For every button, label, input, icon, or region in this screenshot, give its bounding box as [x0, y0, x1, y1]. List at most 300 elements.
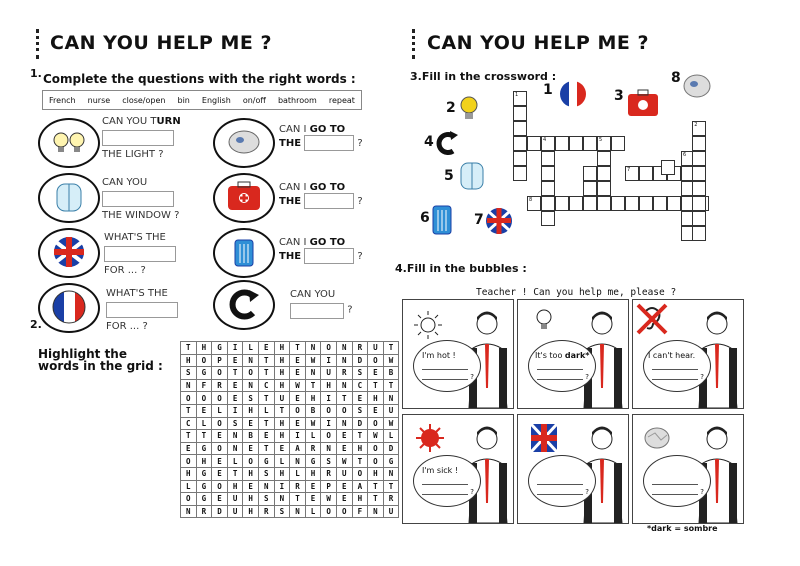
crossword-cell[interactable]: [692, 166, 706, 181]
grid-letter[interactable]: R: [383, 493, 399, 506]
grid-letter[interactable]: B: [243, 430, 259, 443]
grid-letter[interactable]: L: [305, 505, 321, 518]
crossword-cell[interactable]: [583, 181, 597, 196]
grid-letter[interactable]: E: [258, 342, 274, 355]
grid-letter[interactable]: E: [227, 392, 243, 405]
grid-letter[interactable]: N: [274, 493, 290, 506]
crossword-cell[interactable]: [513, 151, 527, 166]
bubble-text: I'm sick !: [422, 466, 459, 475]
repeat-icon: [433, 130, 463, 158]
grid-letter[interactable]: F: [352, 505, 368, 518]
grid-letter[interactable]: G: [196, 480, 212, 493]
grid-letter[interactable]: E: [336, 430, 352, 443]
speech-bubble[interactable]: [528, 340, 596, 392]
grid-letter[interactable]: O: [336, 404, 352, 417]
crossword-cell[interactable]: [597, 136, 611, 151]
grid-letter[interactable]: U: [321, 367, 337, 380]
grid-letter[interactable]: S: [274, 505, 290, 518]
grid-letter[interactable]: T: [274, 404, 290, 417]
grid-letter[interactable]: W: [305, 354, 321, 367]
grid-letter[interactable]: I: [290, 430, 306, 443]
lightbulb-icon: [459, 94, 483, 124]
grid-letter[interactable]: D: [212, 505, 228, 518]
grid-letter[interactable]: O: [181, 455, 197, 468]
crossword-cell[interactable]: [692, 181, 706, 196]
grid-letter[interactable]: H: [368, 467, 384, 480]
crossword-cell[interactable]: [513, 121, 527, 136]
grid-letter[interactable]: O: [196, 392, 212, 405]
grid-letter[interactable]: N: [227, 442, 243, 455]
uk-flag-icon: [530, 423, 558, 453]
grid-letter[interactable]: H: [274, 354, 290, 367]
crossword-cell[interactable]: [583, 166, 597, 181]
clue-number: 2: [446, 100, 456, 116]
grid-letter[interactable]: H: [243, 505, 259, 518]
clue-number: 1: [543, 82, 553, 98]
grid-letter[interactable]: L: [227, 455, 243, 468]
answer-field[interactable]: [102, 191, 174, 207]
grid-letter[interactable]: P: [212, 354, 228, 367]
grid-letter[interactable]: H: [305, 392, 321, 405]
crossword-cell[interactable]: [639, 166, 653, 181]
grid-letter[interactable]: T: [383, 379, 399, 392]
word-bank-item: close/open: [122, 95, 166, 105]
grid-letter[interactable]: T: [227, 367, 243, 380]
grid-letter[interactable]: O: [352, 467, 368, 480]
grid-letter[interactable]: W: [383, 354, 399, 367]
grid-letter[interactable]: H: [196, 455, 212, 468]
page-title-right: CAN YOU HELP ME ?: [427, 32, 649, 54]
grid-letter[interactable]: T: [258, 417, 274, 430]
grid-letter[interactable]: N: [290, 505, 306, 518]
crossword-cell[interactable]: [569, 196, 583, 211]
grid-letter[interactable]: N: [305, 367, 321, 380]
exercise-3-instruction: [410, 70, 556, 83]
answer-field[interactable]: [290, 303, 344, 319]
grid-letter[interactable]: T: [290, 342, 306, 355]
grid-letter[interactable]: H: [368, 392, 384, 405]
crossword-cell[interactable]: [692, 151, 706, 166]
grid-letter[interactable]: T: [368, 379, 384, 392]
grid-letter[interactable]: S: [243, 392, 259, 405]
grid-letter[interactable]: N: [243, 379, 259, 392]
crossword-cell[interactable]: [541, 181, 555, 196]
grid-letter[interactable]: I: [227, 342, 243, 355]
speech-bubble[interactable]: [413, 340, 481, 392]
grid-letter[interactable]: W: [290, 379, 306, 392]
grid-letter[interactable]: O: [368, 455, 384, 468]
grid-row: [181, 493, 399, 506]
grid-letter[interactable]: U: [336, 467, 352, 480]
grid-letter[interactable]: U: [383, 505, 399, 518]
grid-letter[interactable]: T: [227, 467, 243, 480]
grid-letter[interactable]: N: [383, 392, 399, 405]
bin-bubble: [213, 228, 275, 278]
grid-letter[interactable]: O: [212, 367, 228, 380]
grid-letter[interactable]: H: [274, 417, 290, 430]
grid-letter[interactable]: E: [243, 480, 259, 493]
question-bold-text: THE: [279, 138, 302, 149]
grid-letter[interactable]: E: [274, 442, 290, 455]
grid-letter[interactable]: T: [258, 392, 274, 405]
crossword-clue-number: 6: [683, 152, 687, 158]
answer-field[interactable]: [102, 130, 174, 146]
crossword-cell[interactable]: [513, 106, 527, 121]
crossword-cell[interactable]: [597, 196, 611, 211]
grid-letter[interactable]: W: [321, 493, 337, 506]
grid-letter[interactable]: T: [352, 430, 368, 443]
grid-letter[interactable]: L: [383, 430, 399, 443]
grid-letter[interactable]: I: [274, 480, 290, 493]
crossword-cell[interactable]: [583, 196, 597, 211]
grid-letter[interactable]: E: [212, 493, 228, 506]
grid-letter[interactable]: E: [212, 467, 228, 480]
question-8: [290, 289, 370, 319]
grid-letter[interactable]: S: [352, 404, 368, 417]
grid-letter[interactable]: O: [212, 392, 228, 405]
grid-letter[interactable]: D: [352, 417, 368, 430]
speech-bubble[interactable]: [643, 455, 711, 507]
grid-letter[interactable]: T: [181, 430, 197, 443]
grid-letter[interactable]: G: [212, 342, 228, 355]
grid-letter[interactable]: H: [274, 430, 290, 443]
grid-letter[interactable]: E: [196, 404, 212, 417]
grid-letter[interactable]: N: [383, 467, 399, 480]
grid-letter[interactable]: H: [274, 367, 290, 380]
crossword-cell[interactable]: [692, 136, 706, 151]
grid-letter[interactable]: T: [196, 430, 212, 443]
grid-letter[interactable]: W: [305, 417, 321, 430]
grid-letter[interactable]: A: [352, 480, 368, 493]
grid-letter[interactable]: N: [336, 354, 352, 367]
grid-letter[interactable]: N: [258, 480, 274, 493]
grid-letter[interactable]: O: [290, 404, 306, 417]
grid-letter[interactable]: U: [227, 505, 243, 518]
grid-letter[interactable]: O: [336, 505, 352, 518]
crossword-cell[interactable]: [555, 196, 569, 211]
grid-letter[interactable]: F: [196, 379, 212, 392]
speech-bubble[interactable]: [413, 455, 481, 507]
clue-number: 5: [444, 168, 454, 184]
grid-letter[interactable]: H: [352, 442, 368, 455]
grid-letter[interactable]: E: [336, 493, 352, 506]
question-bold-text: THE: [279, 196, 302, 207]
grid-letter[interactable]: I: [321, 417, 337, 430]
grid-letter[interactable]: E: [243, 442, 259, 455]
question-7: [279, 237, 369, 264]
crossword-cell[interactable]: [541, 166, 555, 181]
grid-letter[interactable]: E: [290, 417, 306, 430]
crossword-cell[interactable]: [527, 136, 541, 151]
crossword-cell[interactable]: [611, 196, 625, 211]
grid-letter[interactable]: O: [321, 342, 337, 355]
grid-letter[interactable]: L: [181, 480, 197, 493]
grid-letter[interactable]: S: [321, 455, 337, 468]
grid-letter[interactable]: T: [305, 379, 321, 392]
question-bold-text: GO TO: [309, 182, 346, 193]
grid-letter[interactable]: L: [196, 417, 212, 430]
crossword-cell[interactable]: [625, 196, 639, 211]
grid-letter[interactable]: G: [383, 455, 399, 468]
grid-letter[interactable]: R: [305, 442, 321, 455]
grid-letter[interactable]: H: [274, 379, 290, 392]
grid-letter[interactable]: T: [258, 354, 274, 367]
grid-letter[interactable]: O: [321, 505, 337, 518]
grid-letter[interactable]: A: [290, 442, 306, 455]
crossword-cell[interactable]: [513, 136, 527, 151]
grid-letter[interactable]: N: [243, 354, 259, 367]
crossword-cell[interactable]: [541, 211, 555, 226]
grid-letter[interactable]: H: [227, 480, 243, 493]
grid-letter[interactable]: G: [196, 442, 212, 455]
grid-letter[interactable]: N: [321, 442, 337, 455]
grid-letter[interactable]: D: [352, 354, 368, 367]
grid-letter[interactable]: H: [181, 354, 197, 367]
title-divider: [412, 29, 418, 59]
crossword-cell[interactable]: [583, 136, 597, 151]
grid-letter[interactable]: T: [383, 342, 399, 355]
grid-letter[interactable]: O: [181, 392, 197, 405]
answer-field[interactable]: [104, 246, 176, 262]
comic-panel: [517, 299, 629, 409]
grid-letter[interactable]: O: [368, 354, 384, 367]
grid-letter[interactable]: E: [212, 455, 228, 468]
grid-letter[interactable]: N: [336, 379, 352, 392]
comic-panel: [402, 414, 514, 524]
grid-letter[interactable]: G: [196, 467, 212, 480]
grid-letter[interactable]: R: [352, 342, 368, 355]
grid-letter[interactable]: T: [383, 480, 399, 493]
grid-letter[interactable]: G: [196, 493, 212, 506]
crossword-cell[interactable]: [692, 121, 706, 136]
crossword-cell[interactable]: [597, 181, 611, 196]
grid-letter[interactable]: S: [258, 467, 274, 480]
exercise-4-instruction: [395, 262, 527, 275]
grid-letter[interactable]: R: [336, 367, 352, 380]
word-bank-item: nurse: [87, 95, 111, 105]
grid-letter[interactable]: E: [290, 367, 306, 380]
grid-letter[interactable]: C: [352, 379, 368, 392]
bin-icon: [431, 202, 455, 236]
crossword-cell[interactable]: [513, 166, 527, 181]
crossword-cell[interactable]: [541, 136, 555, 151]
speech-bubble[interactable]: [528, 455, 596, 507]
speech-bubble[interactable]: [643, 340, 711, 392]
grid-letter[interactable]: R: [212, 379, 228, 392]
crossword-cell[interactable]: [692, 196, 706, 211]
answer-field[interactable]: [304, 135, 354, 151]
crossword-cell[interactable]: [597, 166, 611, 181]
grid-letter[interactable]: C: [258, 379, 274, 392]
crossword-cell[interactable]: [513, 91, 527, 106]
question-bold-text: GO TO: [309, 124, 346, 135]
grid-letter[interactable]: T: [368, 480, 384, 493]
grid-letter[interactable]: N: [336, 417, 352, 430]
grid-letter[interactable]: S: [181, 367, 197, 380]
grid-letter[interactable]: E: [290, 392, 306, 405]
grid-letter[interactable]: R: [196, 505, 212, 518]
grid-letter[interactable]: W: [383, 417, 399, 430]
grid-letter[interactable]: B: [383, 367, 399, 380]
grid-letter[interactable]: O: [212, 480, 228, 493]
answer-field[interactable]: [106, 302, 178, 318]
crossword-cell[interactable]: [692, 226, 706, 241]
grid-letter[interactable]: L: [274, 455, 290, 468]
grid-letter[interactable]: O: [321, 430, 337, 443]
crossword-cell[interactable]: [611, 136, 625, 151]
grid-letter[interactable]: O: [321, 404, 337, 417]
grid-letter[interactable]: W: [336, 455, 352, 468]
crossword-cell[interactable]: [541, 151, 555, 166]
grid-letter[interactable]: O: [368, 417, 384, 430]
grid-letter[interactable]: E: [336, 442, 352, 455]
grid-letter[interactable]: E: [227, 379, 243, 392]
grid-letter[interactable]: H: [243, 493, 259, 506]
grid-letter[interactable]: O: [212, 442, 228, 455]
grid-letter[interactable]: D: [383, 442, 399, 455]
grid-letter[interactable]: H: [321, 379, 337, 392]
grid-letter[interactable]: R: [290, 480, 306, 493]
exercise-2-number: 2.: [30, 318, 42, 331]
crossword-cell[interactable]: [541, 196, 555, 211]
grid-letter[interactable]: E: [243, 417, 259, 430]
grid-letter[interactable]: H: [274, 342, 290, 355]
bubble-question-mark: ?: [700, 488, 704, 496]
clue-number: 8: [671, 70, 681, 86]
word-bank-item: bin: [177, 95, 190, 105]
grid-letter[interactable]: E: [212, 430, 228, 443]
grid-letter[interactable]: I: [227, 404, 243, 417]
grid-letter[interactable]: H: [243, 404, 259, 417]
grid-letter[interactable]: O: [368, 442, 384, 455]
word-bank: [42, 90, 362, 110]
question-text: WHAT'S THE: [106, 288, 168, 299]
crossword-cell[interactable]: [639, 196, 653, 211]
question-1: [102, 116, 202, 160]
grid-letter[interactable]: G: [196, 367, 212, 380]
question-mark: ?: [347, 304, 353, 316]
grid-letter[interactable]: E: [227, 354, 243, 367]
crossword-cell[interactable]: [569, 136, 583, 151]
crossword-cell[interactable]: [667, 196, 681, 211]
grid-letter[interactable]: E: [336, 480, 352, 493]
grid-letter[interactable]: H: [352, 493, 368, 506]
grid-letter[interactable]: E: [181, 442, 197, 455]
grid-letter[interactable]: T: [258, 367, 274, 380]
grid-letter[interactable]: S: [227, 417, 243, 430]
grid-letter[interactable]: G: [305, 455, 321, 468]
grid-letter[interactable]: T: [181, 404, 197, 417]
uk-flag-bubble: [38, 228, 100, 278]
grid-letter[interactable]: L: [243, 342, 259, 355]
grid-letter[interactable]: T: [352, 455, 368, 468]
grid-letter[interactable]: N: [181, 379, 197, 392]
question-text: CAN YOU: [290, 289, 336, 300]
crossword-cell[interactable]: [527, 196, 541, 211]
grid-letter[interactable]: N: [181, 505, 197, 518]
grid-letter[interactable]: P: [321, 480, 337, 493]
grid-letter[interactable]: H: [274, 467, 290, 480]
grid-letter[interactable]: S: [352, 367, 368, 380]
grid-letter[interactable]: E: [305, 493, 321, 506]
grid-letter[interactable]: T: [368, 493, 384, 506]
grid-letter[interactable]: E: [305, 480, 321, 493]
grid-letter[interactable]: T: [336, 392, 352, 405]
question-bold-text: THE: [279, 251, 302, 262]
crossword-cell[interactable]: [625, 166, 639, 181]
grid-letter[interactable]: L: [290, 467, 306, 480]
grid-letter[interactable]: U: [383, 404, 399, 417]
grid-letter[interactable]: U: [274, 392, 290, 405]
grid-letter[interactable]: L: [212, 404, 228, 417]
grid-letter[interactable]: H: [181, 467, 197, 480]
crumpled-paper-icon: [643, 425, 673, 451]
crossword-cell[interactable]: [661, 160, 675, 175]
grid-letter[interactable]: E: [368, 404, 384, 417]
crossword-cell[interactable]: [653, 196, 667, 211]
question-4: [106, 288, 206, 332]
grid-letter[interactable]: T: [258, 442, 274, 455]
crossword-clue-number: 7: [627, 167, 631, 173]
grid-letter[interactable]: T: [290, 493, 306, 506]
grid-letter[interactable]: O: [181, 493, 197, 506]
grid-letter[interactable]: U: [368, 342, 384, 355]
question-text: CAN I: [279, 124, 310, 135]
grid-letter[interactable]: N: [227, 430, 243, 443]
grid-letter[interactable]: E: [258, 430, 274, 443]
grid-letter[interactable]: H: [243, 467, 259, 480]
crossword-cell[interactable]: [555, 136, 569, 151]
answer-field[interactable]: [304, 193, 354, 209]
grid-letter[interactable]: S: [258, 493, 274, 506]
grid-letter[interactable]: O: [243, 367, 259, 380]
grid-row: [181, 505, 399, 518]
question-3: [104, 232, 204, 276]
grid-letter[interactable]: N: [290, 455, 306, 468]
grid-letter[interactable]: N: [336, 342, 352, 355]
grid-letter[interactable]: L: [305, 430, 321, 443]
grid-letter[interactable]: R: [321, 467, 337, 480]
grid-letter[interactable]: W: [368, 430, 384, 443]
grid-letter[interactable]: U: [227, 493, 243, 506]
question-mark: ?: [357, 196, 363, 207]
grid-letter[interactable]: C: [181, 417, 197, 430]
grid-letter[interactable]: I: [321, 354, 337, 367]
grid-letter[interactable]: L: [258, 404, 274, 417]
grid-letter[interactable]: E: [290, 354, 306, 367]
crossword-clue-number: 2: [694, 122, 698, 128]
grid-letter[interactable]: N: [368, 505, 384, 518]
crossword-cell[interactable]: [692, 211, 706, 226]
grid-letter[interactable]: G: [258, 455, 274, 468]
answer-field[interactable]: [304, 248, 354, 264]
grid-letter[interactable]: O: [196, 354, 212, 367]
grid-letter[interactable]: N: [305, 342, 321, 355]
grid-letter[interactable]: E: [352, 392, 368, 405]
question-bold-text: URN: [156, 116, 181, 127]
grid-letter[interactable]: R: [258, 505, 274, 518]
grid-letter[interactable]: T: [181, 342, 197, 355]
exercise-4-text: Fill in the bubbles :: [406, 262, 527, 275]
grid-letter[interactable]: H: [196, 342, 212, 355]
grid-letter[interactable]: O: [243, 455, 259, 468]
grid-letter[interactable]: E: [368, 367, 384, 380]
grid-letter[interactable]: O: [212, 417, 228, 430]
grid-letter[interactable]: H: [305, 467, 321, 480]
grid-letter[interactable]: B: [305, 404, 321, 417]
grid-letter[interactable]: I: [321, 392, 337, 405]
crossword-cell[interactable]: [597, 151, 611, 166]
